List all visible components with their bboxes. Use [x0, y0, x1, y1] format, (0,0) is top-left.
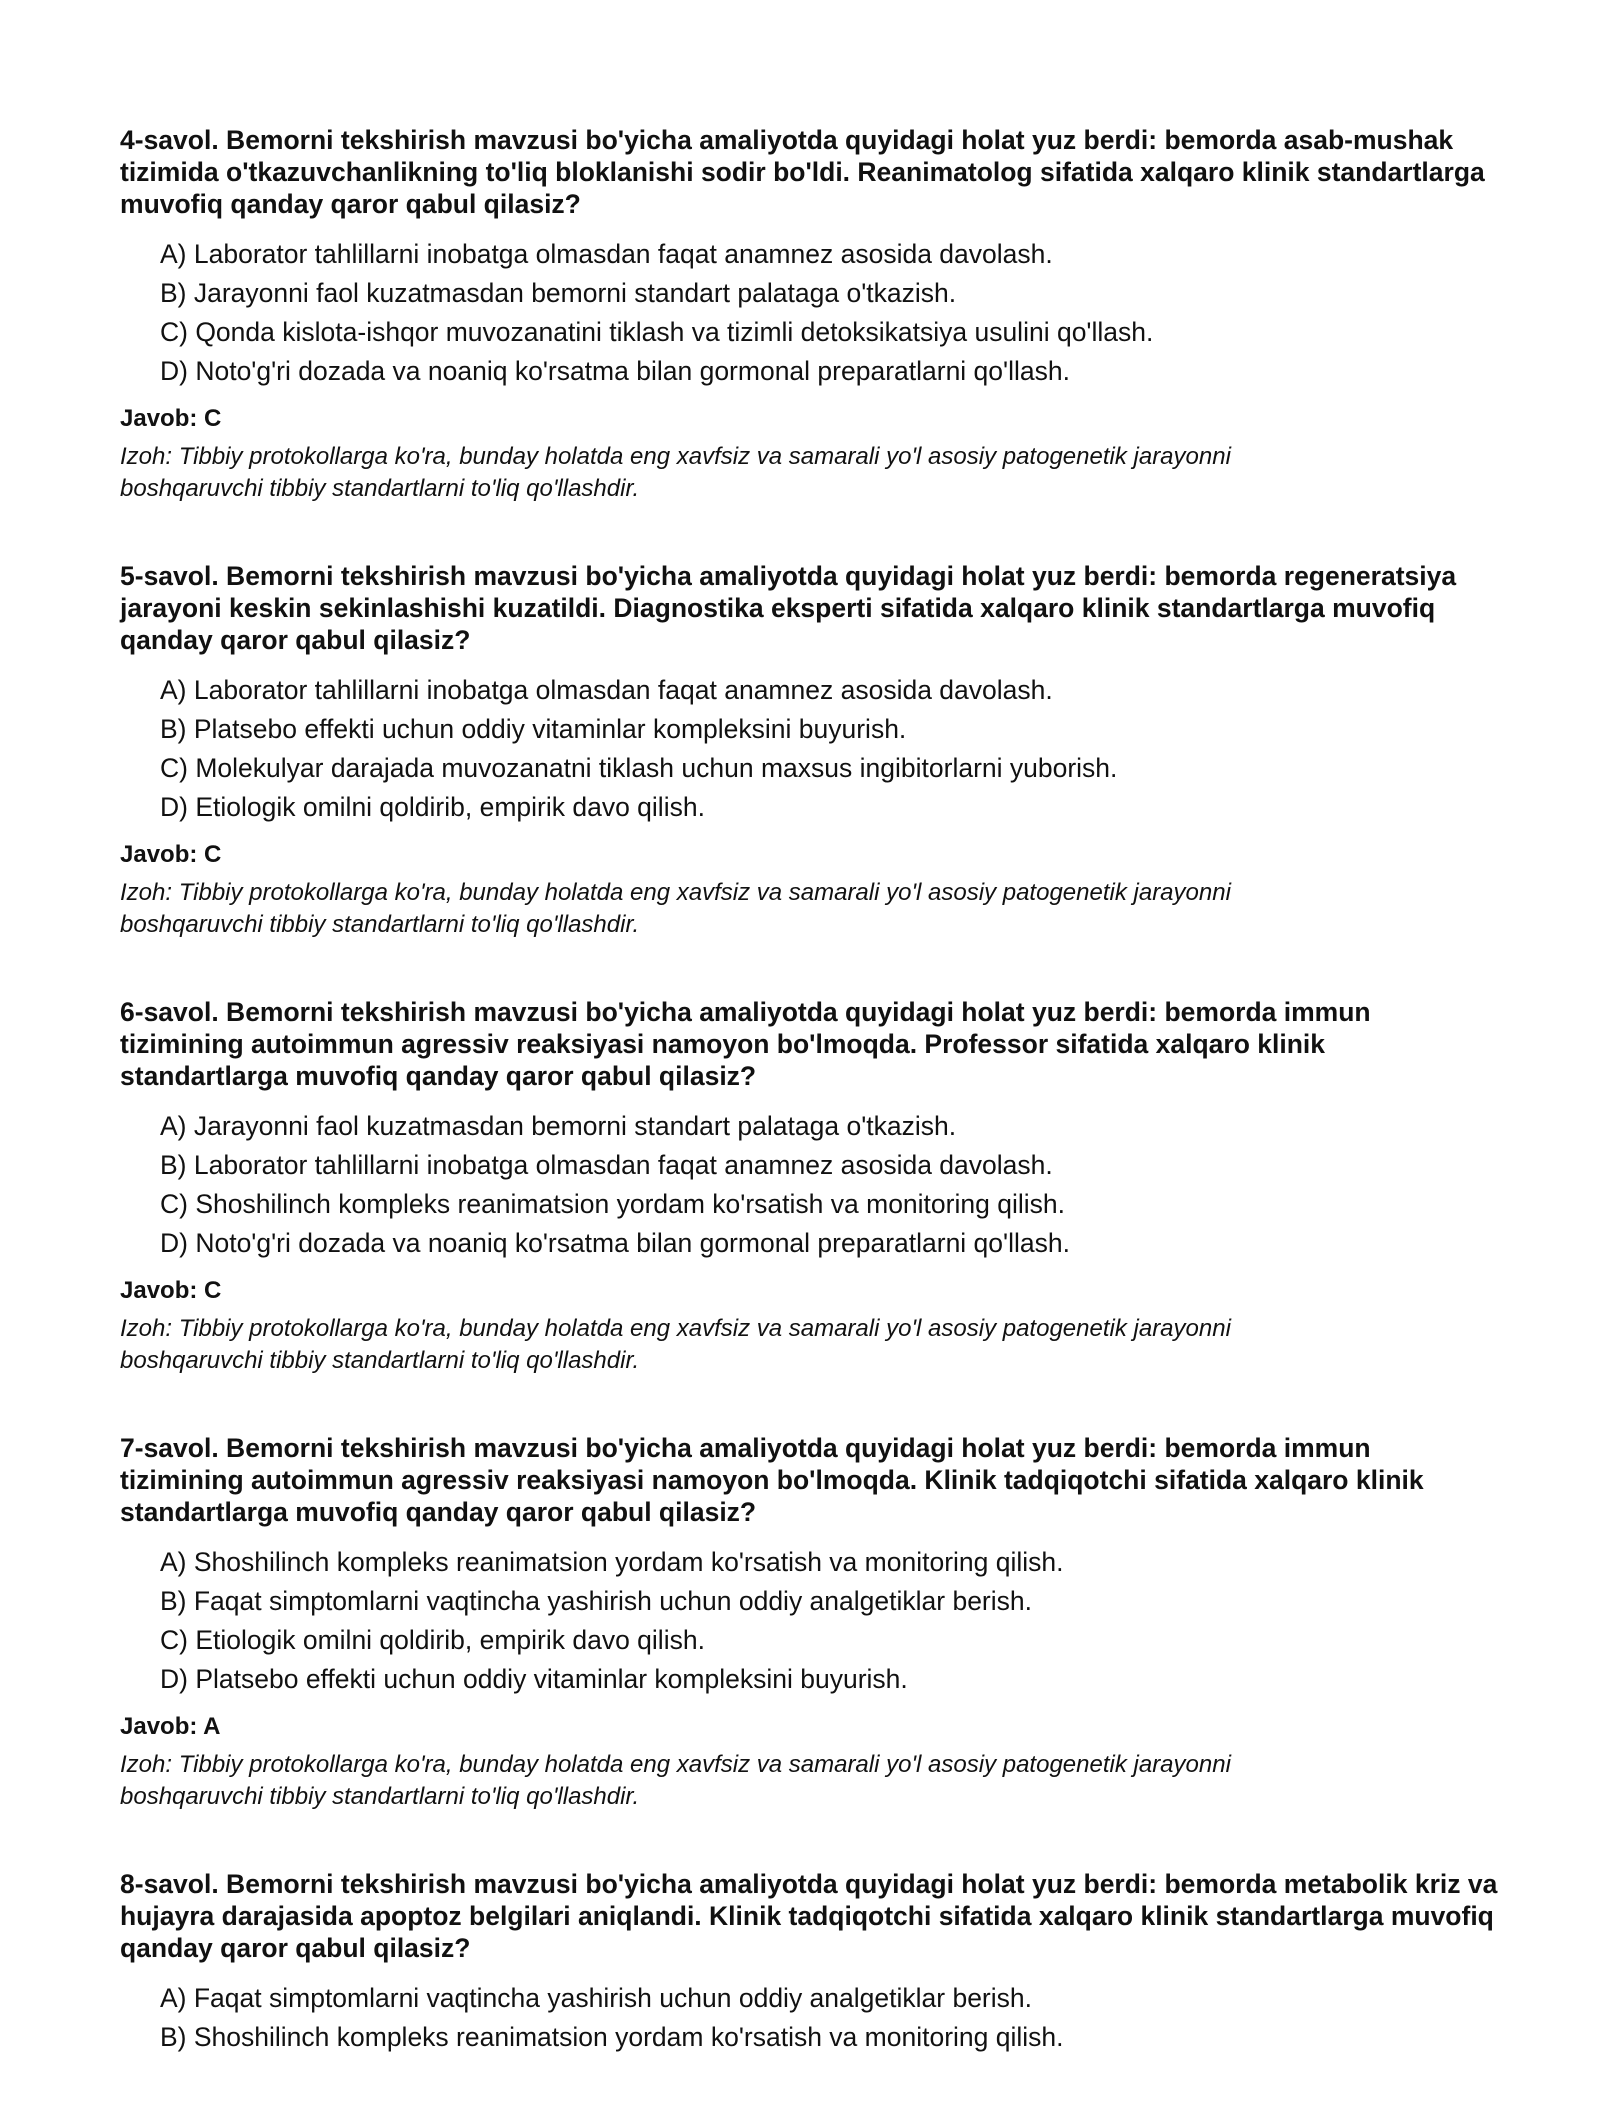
option-d: D) Platsebo effekti uchun oddiy vitaminlar kompleksini buyurish.: [160, 1664, 908, 1694]
question-title: 4-savol. Bemorni tekshirish mavzusi bo'yicha amaliyotda quyidagi holat yuz berdi: bemorda asab-mushak tizimida o'tkazuvchanlikning to'liq bloklanishi sodir bo'ldi. Reanimatolog sifatida xalqaro klinik standartlarga muvofiq qanday qaror qabul qilasiz?: [120, 125, 1485, 219]
explanation-note: Izoh: Tibbiy protokollarga ko'ra, bunday holatda eng xavfsiz va samarali yo'l asosiy patogenetik jarayonni boshqaruvchi tibbiy standartlarni to'liq qo'llashdir.: [120, 879, 1231, 938]
option-b: B) Shoshilinch kompleks reanimatsion yordam ko'rsatish va monitoring qilish.: [160, 2022, 1064, 2052]
option-a: A) Shoshilinch kompleks reanimatsion yordam ko'rsatish va monitoring qilish.: [160, 1547, 1064, 1577]
answer-options: [120, 671, 1500, 827]
option-c: C) Qonda kislota-ishqor muvozanatini tiklash va tizimli detoksikatsiya usulini qo'llash.: [160, 317, 1154, 347]
explanation-note: Izoh: Tibbiy protokollarga ko'ra, bunday holatda eng xavfsiz va samarali yo'l asosiy patogenetik jarayonni boshqaruvchi tibbiy standartlarni to'liq qo'llashdir.: [120, 443, 1231, 502]
answer-options: [120, 1107, 1500, 1263]
question-8: [120, 1868, 1500, 2057]
option-b: B) Platsebo effekti uchun oddiy vitaminlar kompleksini buyurish.: [160, 714, 907, 744]
option-c: C) Molekulyar darajada muvozanatni tiklash uchun maxsus ingibitorlarni yuborish.: [160, 753, 1118, 783]
option-d: D) Noto'g'ri dozada va noaniq ko'rsatma bilan gormonal preparatlarni qo'llash.: [160, 1228, 1070, 1258]
document-page: [120, 124, 1500, 2112]
question-4: [120, 124, 1500, 505]
answer-options: [120, 1979, 1500, 2057]
option-a: A) Jarayonni faol kuzatmasdan bemorni standart palataga o'tkazish.: [160, 1111, 957, 1141]
option-d: D) Noto'g'ri dozada va noaniq ko'rsatma bilan gormonal preparatlarni qo'llash.: [160, 356, 1070, 386]
question-title: 5-savol. Bemorni tekshirish mavzusi bo'yicha amaliyotda quyidagi holat yuz berdi: bemorda regeneratsiya jarayoni keskin sekinlashishi kuzatildi. Diagnostika eksperti sifatida xalqaro klinik standartlarga muvofiq qanday qaror qabul qilasiz?: [120, 561, 1457, 655]
option-c: C) Etiologik omilni qoldirib, empirik davo qilish.: [160, 1625, 705, 1655]
answer-label: Javob: A: [120, 1713, 221, 1740]
option-d: D) Etiologik omilni qoldirib, empirik davo qilish.: [160, 792, 705, 822]
option-c: C) Shoshilinch kompleks reanimatsion yordam ko'rsatish va monitoring qilish.: [160, 1189, 1065, 1219]
explanation-note: Izoh: Tibbiy protokollarga ko'ra, bunday holatda eng xavfsiz va samarali yo'l asosiy patogenetik jarayonni boshqaruvchi tibbiy standartlarni to'liq qo'llashdir.: [120, 1751, 1231, 1810]
answer-label: Javob: C: [120, 841, 222, 868]
question-title: 7-savol. Bemorni tekshirish mavzusi bo'yicha amaliyotda quyidagi holat yuz berdi: bemorda immun tizimining autoimmun agressiv reaksiyasi namoyon bo'lmoqda. Klinik tadqiqotchi sifatida xalqaro klinik standartlarga muvofiq qanday qaror qabul qilasiz?: [120, 1433, 1424, 1527]
option-a: A) Faqat simptomlarni vaqtincha yashirish uchun oddiy analgetiklar berish.: [160, 1983, 1032, 2013]
answer-options: [120, 235, 1500, 391]
option-a: A) Laborator tahlillarni inobatga olmasdan faqat anamnez asosida davolash.: [160, 675, 1053, 705]
question-7: [120, 1432, 1500, 1813]
question-title: 8-savol. Bemorni tekshirish mavzusi bo'yicha amaliyotda quyidagi holat yuz berdi: bemorda metabolik kriz va hujayra darajasida apoptoz belgilari aniqlandi. Klinik tadqiqotchi sifatida xalqaro klinik standartlarga muvofiq qanday qaror qabul qilasiz?: [120, 1869, 1498, 1963]
answer-options: [120, 1543, 1500, 1699]
question-6: [120, 996, 1500, 1377]
option-a: A) Laborator tahlillarni inobatga olmasdan faqat anamnez asosida davolash.: [160, 239, 1053, 269]
answer-label: Javob: C: [120, 1277, 222, 1304]
option-b: B) Laborator tahlillarni inobatga olmasdan faqat anamnez asosida davolash.: [160, 1150, 1053, 1180]
answer-label: Javob: C: [120, 405, 222, 432]
option-b: B) Jarayonni faol kuzatmasdan bemorni standart palataga o'tkazish.: [160, 278, 957, 308]
question-title: 6-savol. Bemorni tekshirish mavzusi bo'yicha amaliyotda quyidagi holat yuz berdi: bemorda immun tizimining autoimmun agressiv reaksiyasi namoyon bo'lmoqda. Professor sifatida xalqaro klinik standartlarga muvofiq qanday qaror qabul qilasiz?: [120, 997, 1371, 1091]
option-b: B) Faqat simptomlarni vaqtincha yashirish uchun oddiy analgetiklar berish.: [160, 1586, 1032, 1616]
question-5: [120, 560, 1500, 941]
explanation-note: Izoh: Tibbiy protokollarga ko'ra, bunday holatda eng xavfsiz va samarali yo'l asosiy patogenetik jarayonni boshqaruvchi tibbiy standartlarni to'liq qo'llashdir.: [120, 1315, 1231, 1374]
